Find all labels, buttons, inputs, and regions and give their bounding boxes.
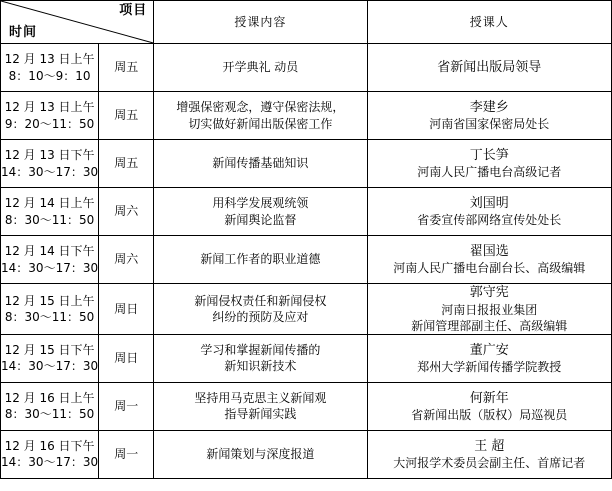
cell-date: 12 月 13 日上午 <box>4 100 95 115</box>
cell-clock: 8：30～11：50 <box>4 309 95 324</box>
person-line: 大河报学术委员会副主任、首席记者 <box>393 456 586 471</box>
cell-time <box>1 430 99 478</box>
cell-date: 12 月 15 日下午 <box>4 343 95 358</box>
cell-date: 12 月 16 日下午 <box>4 439 95 454</box>
table-row <box>1 188 612 236</box>
cell-time <box>1 236 99 284</box>
person-line: 河南人民广播电台高级记者 <box>417 165 562 180</box>
table-body <box>1 44 612 479</box>
topic-line: 学习和掌握新闻传播的 <box>200 343 321 358</box>
table-row <box>1 236 612 284</box>
cell-topic <box>154 284 367 335</box>
cell-clock: 8：30～11：50 <box>4 212 95 227</box>
cell-clock: 9：20～11：50 <box>4 116 95 131</box>
topic-line: 新闻策划与深度报道 <box>206 447 315 462</box>
cell-time <box>1 44 99 92</box>
topic-line: 新闻传播基础知识 <box>212 156 309 171</box>
cell-person <box>367 92 611 140</box>
cell-topic <box>154 140 367 188</box>
topic-line: 增强保密观念，遵守保密法规， <box>176 100 345 115</box>
cell-person <box>367 382 611 430</box>
topic-line: 纠纷的预防及应对 <box>212 309 309 324</box>
cell-weekday: 周日 <box>99 284 154 335</box>
cell-date: 12 月 13 日下午 <box>4 148 95 163</box>
cell-weekday: 周五 <box>99 140 154 188</box>
person-line: 省委宣传部网络宣传处处长 <box>417 213 562 228</box>
topic-line: 新闻舆论监督 <box>224 212 297 227</box>
table-row <box>1 140 612 188</box>
topic-line: 坚持用马克思主义新闻观 <box>194 391 327 406</box>
person-line: 翟国选 <box>469 243 509 259</box>
topic-line: 新知识新技术 <box>224 359 297 374</box>
table-row <box>1 44 612 92</box>
header-person: 授课人 <box>367 1 611 44</box>
cell-topic <box>154 334 367 382</box>
topic-line: 新闻工作者的职业道德 <box>200 252 321 267</box>
cell-clock: 8：30～11：50 <box>4 407 95 422</box>
cell-date: 12 月 14 日上午 <box>4 196 95 211</box>
person-line: 河南省国家保密局处长 <box>429 117 550 132</box>
cell-weekday: 周六 <box>99 236 154 284</box>
table-header-row <box>1 1 612 44</box>
person-line: 何新年 <box>469 390 509 406</box>
cell-clock: 14：30～17：30 <box>1 359 99 374</box>
cell-topic <box>154 188 367 236</box>
person-line: 省新闻出版局领导 <box>437 59 542 75</box>
cell-person <box>367 188 611 236</box>
table-row <box>1 382 612 430</box>
person-line: 董广安 <box>469 342 509 358</box>
cell-topic <box>154 382 367 430</box>
cell-topic <box>154 44 367 92</box>
cell-time <box>1 382 99 430</box>
cell-person <box>367 284 611 335</box>
topic-line: 用科学发展观统领 <box>212 196 309 211</box>
topic-line: 新闻侵权责任和新闻侵权 <box>194 293 327 308</box>
cell-time <box>1 188 99 236</box>
header-topic: 授课内容 <box>154 1 367 44</box>
header-item-label: 项目 <box>119 3 148 18</box>
cell-weekday: 周五 <box>99 92 154 140</box>
cell-topic <box>154 430 367 478</box>
cell-clock: 8：10～9：10 <box>8 68 91 83</box>
person-line: 丁长笋 <box>469 147 509 163</box>
cell-time <box>1 284 99 335</box>
cell-clock: 14：30～17：30 <box>1 455 99 470</box>
table-row <box>1 334 612 382</box>
cell-person <box>367 334 611 382</box>
person-line: 郭守宪 <box>469 285 509 300</box>
cell-person <box>367 140 611 188</box>
person-line: 刘国明 <box>469 195 509 211</box>
cell-clock: 14：30～17：30 <box>1 260 99 275</box>
person-line: 李建乡 <box>469 99 509 115</box>
cell-weekday: 周六 <box>99 188 154 236</box>
cell-weekday: 周五 <box>99 44 154 92</box>
cell-time <box>1 334 99 382</box>
topic-line: 开学典礼 动员 <box>222 60 299 75</box>
topic-line: 切实做好新闻出版保密工作 <box>188 116 333 131</box>
person-line: 河南日报报业集团 <box>441 302 538 317</box>
table-row <box>1 284 612 335</box>
cell-topic <box>154 236 367 284</box>
cell-date: 12 月 14 日下午 <box>4 244 95 259</box>
cell-date: 12 月 15 日上午 <box>4 293 95 308</box>
person-line: 王 超 <box>474 438 505 454</box>
person-line: 郑州大学新闻传播学院教授 <box>417 360 562 375</box>
cell-time <box>1 92 99 140</box>
cell-weekday: 周一 <box>99 382 154 430</box>
cell-topic <box>154 92 367 140</box>
cell-weekday: 周一 <box>99 430 154 478</box>
cell-date: 12 月 13 日上午 <box>4 52 95 67</box>
person-line: 省新闻出版（版权）局巡视员 <box>411 408 568 423</box>
header-time-label: 时间 <box>9 25 38 41</box>
table-row <box>1 92 612 140</box>
header-corner-split-cell <box>1 1 154 44</box>
cell-person <box>367 236 611 284</box>
cell-time <box>1 140 99 188</box>
cell-weekday: 周日 <box>99 334 154 382</box>
person-line: 河南人民广播电台副台长、高级编辑 <box>393 261 586 276</box>
table-row <box>1 430 612 478</box>
person-line: 新闻管理部副主任、高级编辑 <box>411 318 568 333</box>
cell-clock: 14：30～17：30 <box>1 164 99 179</box>
cell-date: 12 月 16 日上午 <box>4 391 95 406</box>
cell-person <box>367 44 611 92</box>
topic-line: 指导新闻实践 <box>224 407 297 422</box>
cell-person <box>367 430 611 478</box>
